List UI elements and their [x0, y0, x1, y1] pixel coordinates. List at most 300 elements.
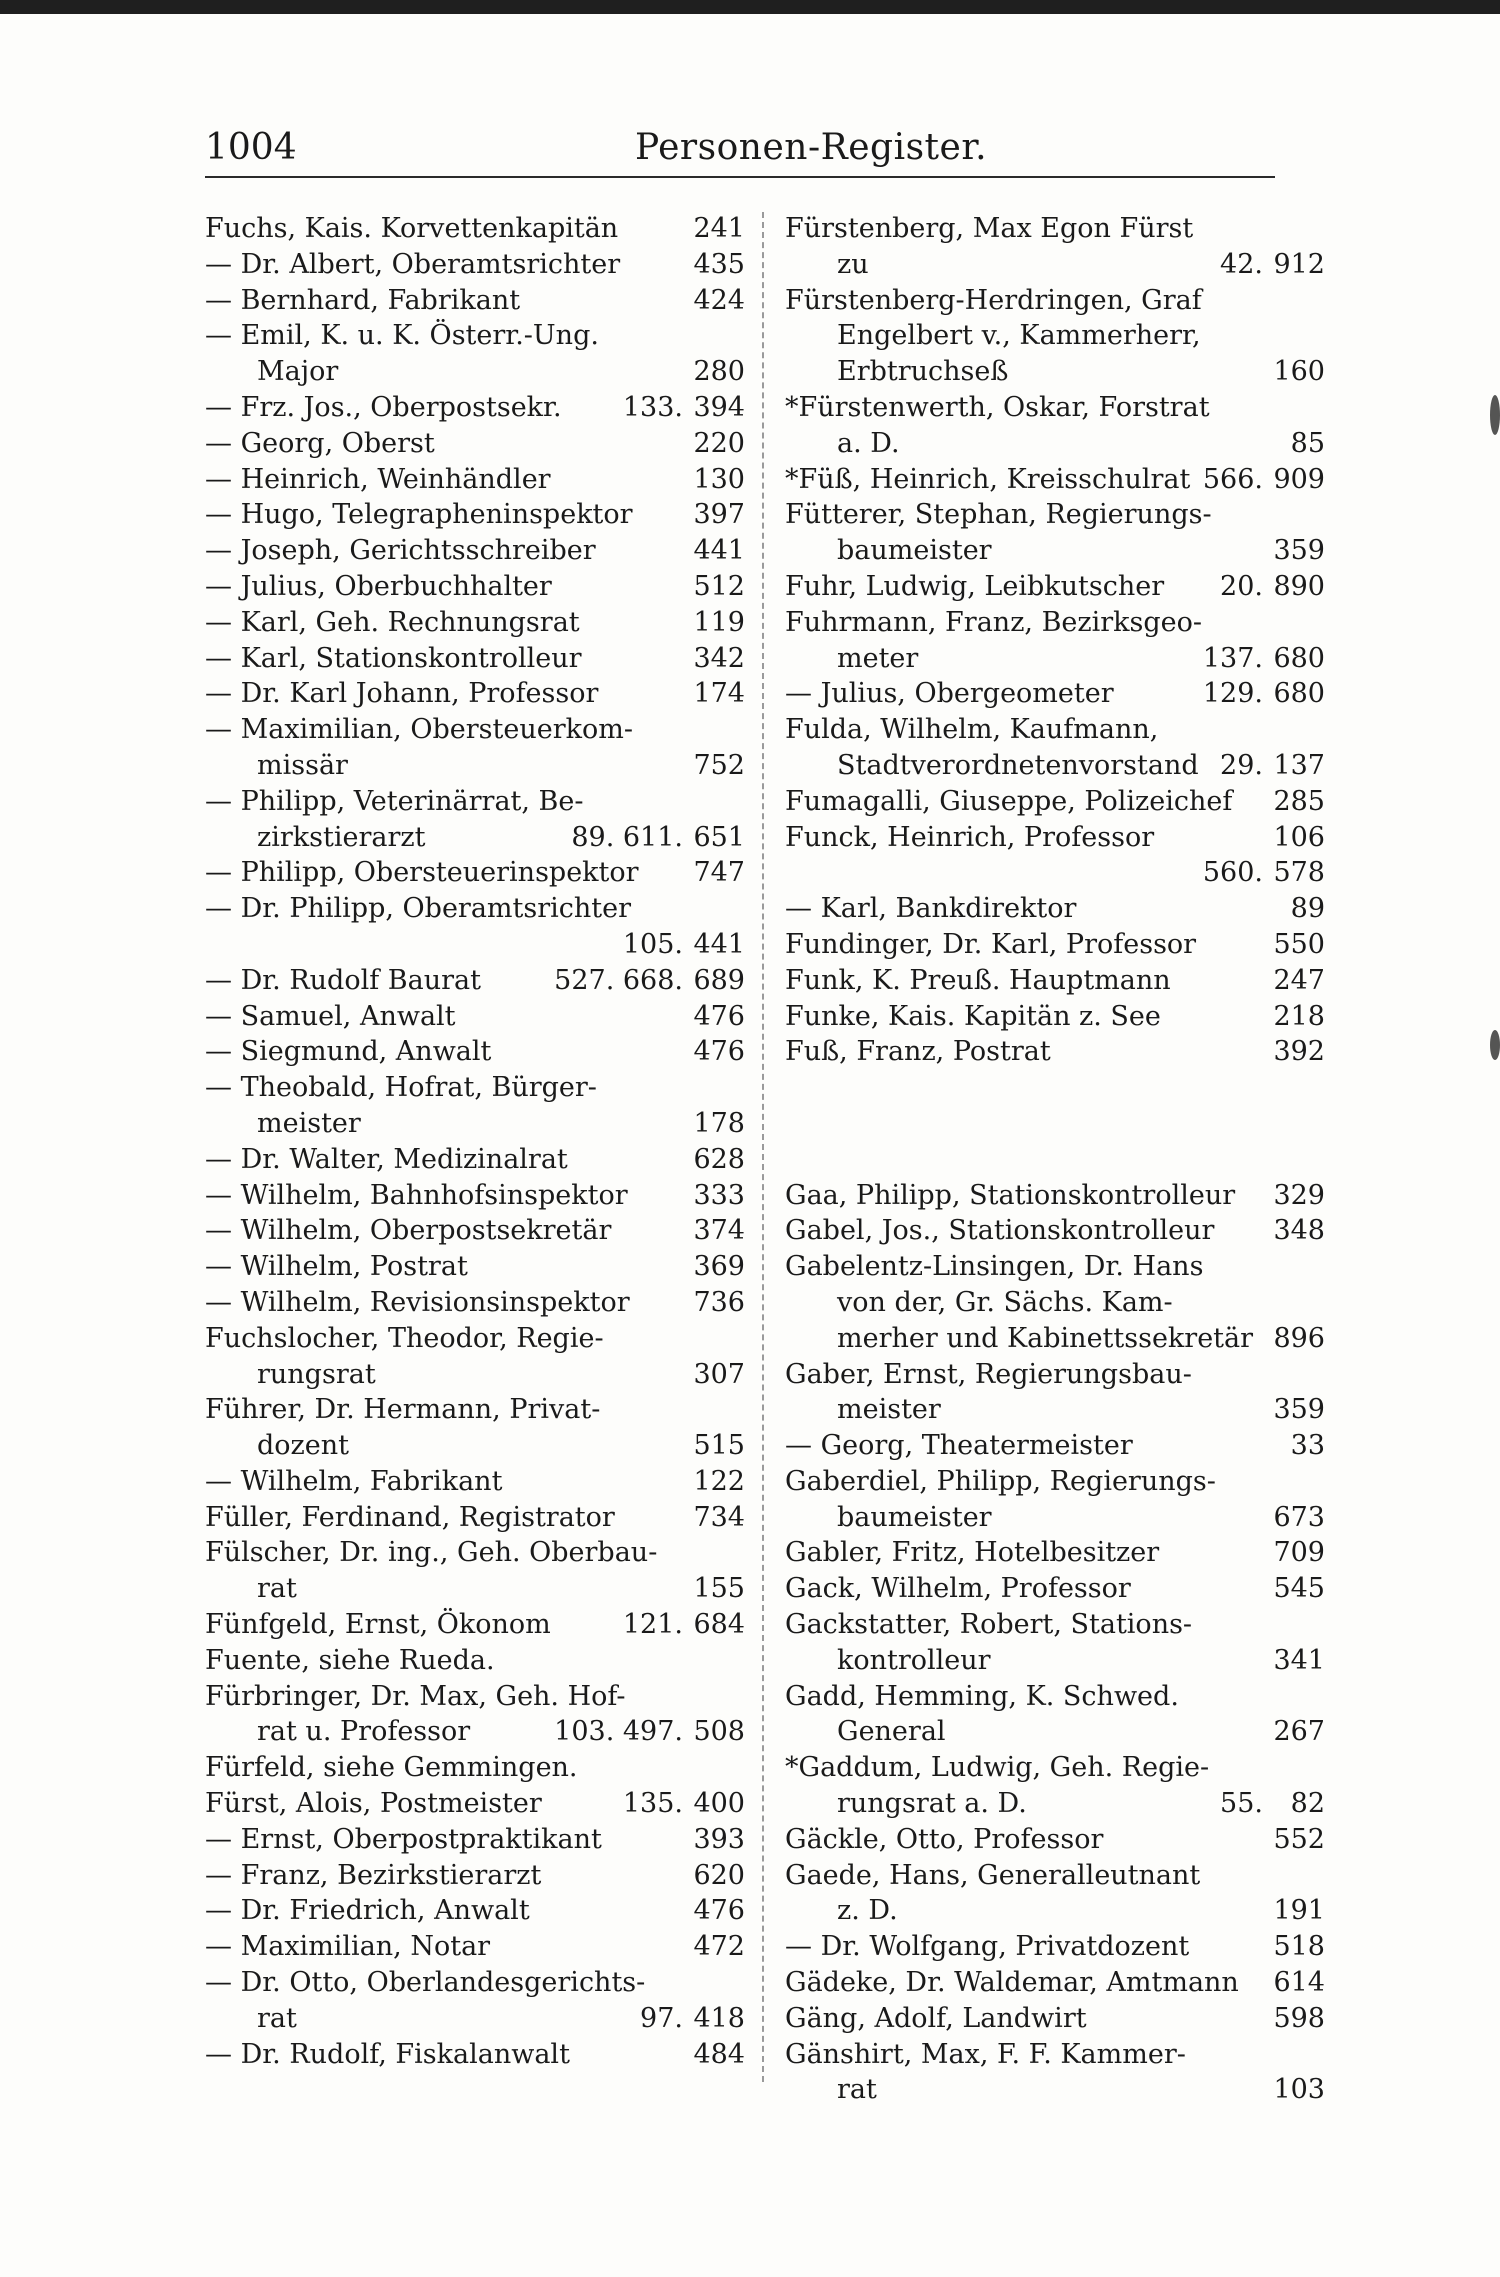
index-entry [785, 533, 1325, 569]
entry-name: — Bernhard, Fabrikant [205, 284, 521, 316]
entry-name: Gaberdiel, Philipp, Regierungs- [785, 1465, 1216, 1497]
entry-name: — Ernst, Oberpostpraktikant [205, 1823, 602, 1855]
entry-page-number: 418 [693, 2002, 745, 2034]
index-entry [205, 1392, 745, 1428]
entry-name: Fütterer, Stephan, Regierungs- [785, 499, 1212, 531]
index-entry [205, 1750, 745, 1786]
entry-refs: 97. [640, 2002, 683, 2034]
entry-text [785, 1750, 1263, 1786]
entry-name: Erbtruchseß [837, 356, 1009, 388]
index-entry [205, 283, 745, 319]
entry-text [785, 1464, 1263, 1500]
index-entry [205, 641, 745, 677]
entry-name: — Heinrich, Weinhändler [205, 463, 551, 495]
entry-text [205, 247, 683, 283]
entry-page-number: 476 [693, 1036, 745, 1068]
index-entry [785, 1786, 1325, 1822]
index-entry [785, 1070, 1325, 1106]
index-entry [205, 1679, 745, 1715]
entry-name: Engelbert v., Kammerherr, [837, 320, 1201, 352]
entry-text [205, 1392, 683, 1428]
entry-text [205, 605, 683, 641]
entry-text [785, 569, 1263, 605]
entry-name: Fuhr, Ludwig, Leibkutscher [785, 570, 1165, 602]
entry-refs: 527. 668. [554, 964, 683, 996]
entry-name: General [837, 1716, 946, 1748]
entry-text [205, 1786, 683, 1822]
index-entry [785, 1500, 1325, 1536]
entry-name: — Dr. Friedrich, Anwalt [205, 1895, 530, 1927]
entry-name: — Dr. Rudolf, Fiskalanwalt [205, 2038, 570, 2070]
entry-name: Gack, Wilhelm, Professor [785, 1573, 1131, 1605]
top-edge-shadow [0, 0, 1500, 14]
index-entry [785, 1750, 1325, 1786]
index-entry [205, 1786, 745, 1822]
index-entry [785, 1428, 1325, 1464]
entry-page-number: 620 [693, 1859, 745, 1891]
entry-page-number: 909 [1273, 463, 1325, 495]
entry-name: — Karl, Bankdirektor [785, 893, 1077, 925]
entry-page-number: 307 [693, 1358, 745, 1390]
entry-text [837, 641, 1263, 677]
entry-refs: 105. [622, 928, 683, 960]
entry-name: — Samuel, Anwalt [205, 1000, 456, 1032]
entry-name: Gäng, Adolf, Landwirt [785, 2002, 1087, 2034]
index-entry [785, 569, 1325, 605]
entry-name: — Karl, Stationskontrolleur [205, 642, 582, 674]
entry-name: — Dr. Karl Johann, Professor [205, 678, 599, 710]
entry-page-number: 280 [693, 356, 745, 388]
index-entry [785, 318, 1325, 354]
entry-page-number: 651 [693, 821, 745, 853]
index-entry [205, 1929, 745, 1965]
entry-text [205, 1178, 683, 1214]
index-entry [205, 1178, 745, 1214]
entry-refs: 89. 611. [571, 821, 683, 853]
index-entry [785, 1571, 1325, 1607]
entry-name: Führer, Dr. Hermann, Privat- [205, 1394, 601, 1426]
entry-page-number: 424 [693, 284, 745, 316]
entry-name: — Joseph, Gerichtsschreiber [205, 535, 596, 567]
entry-page-number: 628 [693, 1143, 745, 1175]
entry-page-number: 752 [693, 749, 745, 781]
entry-name: *Gaddum, Ludwig, Geh. Regie- [785, 1752, 1210, 1784]
index-entry [785, 1392, 1325, 1428]
entry-text [785, 999, 1263, 1035]
entry-page-number: 333 [693, 1179, 745, 1211]
entry-text [257, 1357, 683, 1393]
entry-name: — Frz. Jos., Oberpostsekr. [205, 391, 562, 423]
entry-name: — Dr. Otto, Oberlandesgerichts- [205, 1967, 646, 1999]
index-entry [785, 1858, 1325, 1894]
entry-text [257, 354, 683, 390]
index-entry [205, 1106, 745, 1142]
index-entry [205, 533, 745, 569]
entry-text [205, 283, 683, 319]
entry-name: Fuß, Franz, Postrat [785, 1036, 1051, 1068]
entry-name: meter [837, 642, 919, 674]
index-entry [205, 1321, 745, 1357]
index-entry [785, 605, 1325, 641]
entry-page-number: 890 [1273, 570, 1325, 602]
entry-text [205, 1679, 683, 1715]
entry-name: Gaa, Philipp, Stationskontrolleur [785, 1179, 1236, 1211]
entry-name: Funke, Kais. Kapitän z. See [785, 1000, 1161, 1032]
index-entry [785, 1643, 1325, 1679]
entry-name: baumeister [837, 1501, 992, 1533]
entry-text [257, 748, 683, 784]
entry-text [205, 318, 683, 354]
entry-page-number: 342 [693, 642, 745, 674]
entry-page-number: 680 [1273, 678, 1325, 710]
index-entry [205, 1428, 745, 1464]
entry-page-number: 82 [1290, 1788, 1325, 1820]
entry-text [785, 283, 1263, 319]
index-entry [785, 1607, 1325, 1643]
entry-text [257, 1714, 683, 1750]
entry-name: Fünfgeld, Ernst, Ökonom [205, 1609, 551, 1641]
entry-text [205, 1321, 683, 1357]
index-entry [205, 1571, 745, 1607]
index-entry [205, 1965, 745, 2001]
entry-page-number: 178 [693, 1107, 745, 1139]
entry-name: Funck, Heinrich, Professor [785, 821, 1155, 853]
index-entry [785, 927, 1325, 963]
entry-text [785, 1034, 1263, 1070]
entry-name: — Dr. Walter, Medizinalrat [205, 1143, 568, 1175]
entry-name: — Philipp, Obersteuerinspektor [205, 857, 639, 889]
entry-page-number: 359 [1273, 1394, 1325, 1426]
entry-name: — Maximilian, Notar [205, 1931, 491, 1963]
entry-refs: 137. [1202, 642, 1263, 674]
entry-text [785, 1535, 1263, 1571]
entry-page-number: 598 [1273, 2002, 1325, 2034]
entry-refs: 129. [1202, 678, 1263, 710]
entry-refs: 29. [1220, 749, 1263, 781]
entry-text [205, 1893, 683, 1929]
entry-text [837, 1714, 1263, 1750]
entry-name: *Füß, Heinrich, Kreisschulrat [785, 463, 1191, 495]
index-entry [205, 784, 745, 820]
entry-page-number: 374 [693, 1215, 745, 1247]
entry-page-number: 106 [1273, 821, 1325, 853]
entry-name: — Julius, Obergeometer [785, 678, 1114, 710]
index-entry [205, 211, 745, 247]
entry-page-number: 912 [1273, 248, 1325, 280]
entry-page-number: 329 [1273, 1179, 1325, 1211]
entry-page-number: 130 [693, 463, 745, 495]
entry-text [785, 2001, 1263, 2037]
index-entry [785, 891, 1325, 927]
entry-text [785, 1929, 1263, 1965]
entry-page-number: 393 [693, 1823, 745, 1855]
entry-name: Gaede, Hans, Generalleutnant [785, 1859, 1201, 1891]
entry-name: — Wilhelm, Oberpostsekretär [205, 1215, 612, 1247]
entry-text [205, 426, 683, 462]
entry-text [837, 318, 1263, 354]
entry-page-number: 122 [693, 1465, 745, 1497]
entry-name: dozent [257, 1430, 349, 1462]
index-entry [205, 1034, 745, 1070]
entry-name: Gaber, Ernst, Regierungsbau- [785, 1358, 1192, 1390]
entry-page-number: 747 [693, 857, 745, 889]
entry-text [205, 1285, 683, 1321]
entry-refs: 560. [1202, 857, 1263, 889]
entry-text [837, 1392, 1263, 1428]
entry-text [837, 1321, 1263, 1357]
index-entry [205, 748, 745, 784]
index-entry [205, 1213, 745, 1249]
right-column [785, 211, 1325, 2108]
entry-text [785, 963, 1263, 999]
entry-name: kontrolleur [837, 1644, 991, 1676]
entry-text [837, 2072, 1263, 2108]
entry-text [837, 533, 1263, 569]
page-number: 1004 [205, 127, 297, 168]
index-entry [785, 2072, 1325, 2108]
index-entry [785, 1106, 1325, 1142]
index-entry [785, 1321, 1325, 1357]
entry-page-number: 689 [693, 964, 745, 996]
entry-page-number: 400 [693, 1788, 745, 1820]
entry-text [785, 1679, 1263, 1715]
entry-text [257, 1106, 683, 1142]
entry-page-number: 435 [693, 248, 745, 280]
entry-page-number: 512 [693, 570, 745, 602]
index-entry [785, 462, 1325, 498]
index-entry [205, 1070, 745, 1106]
index-entry [205, 247, 745, 283]
entry-text [257, 1428, 683, 1464]
index-entry [205, 1714, 745, 1750]
entry-name: Fuente, siehe Rueda. [205, 1644, 495, 1676]
entry-name: Gädeke, Dr. Waldemar, Amtmann [785, 1967, 1239, 1999]
index-entry [785, 1679, 1325, 1715]
entry-page-number: 137 [1273, 749, 1325, 781]
entry-text [837, 354, 1263, 390]
index-entry [785, 1249, 1325, 1285]
entry-page-number: 476 [693, 1000, 745, 1032]
entry-text [205, 1929, 683, 1965]
entry-text [205, 1500, 683, 1536]
entry-text [205, 999, 683, 1035]
entry-text [785, 784, 1263, 820]
entry-page-number: 397 [693, 499, 745, 531]
entry-text [785, 390, 1263, 426]
index-entry [205, 354, 745, 390]
entry-name: — Wilhelm, Postrat [205, 1251, 468, 1283]
entry-text [785, 1178, 1263, 1214]
entry-page-number: 348 [1273, 1215, 1325, 1247]
entry-text [785, 497, 1263, 533]
entry-name: Gäckle, Otto, Professor [785, 1823, 1104, 1855]
entry-name: — Georg, Theatermeister [785, 1430, 1133, 1462]
entry-page-number: 155 [693, 1573, 745, 1605]
index-entry [205, 1607, 745, 1643]
entry-text [205, 1070, 683, 1106]
entry-text [205, 891, 683, 927]
entry-text [785, 1858, 1263, 1894]
index-entry [205, 569, 745, 605]
entry-text [205, 641, 683, 677]
index-entry [785, 1357, 1325, 1393]
entry-name: merher und Kabinettssekretär [837, 1322, 1254, 1354]
index-entry [785, 1929, 1325, 1965]
index-entry [205, 1142, 745, 1178]
entry-text [785, 820, 1263, 856]
entry-text [785, 1249, 1263, 1285]
entry-name: rungsrat [257, 1358, 376, 1390]
entry-text [205, 1750, 683, 1786]
entry-text [837, 748, 1263, 784]
index-entry [205, 1464, 745, 1500]
entry-name: — Franz, Bezirkstierarzt [205, 1859, 542, 1891]
entry-text [205, 211, 683, 247]
header-rule [205, 176, 1275, 178]
entry-text [785, 1357, 1263, 1393]
entry-text [785, 1607, 1263, 1643]
entry-text [205, 569, 683, 605]
entry-text [205, 1535, 683, 1571]
entry-text [785, 927, 1263, 963]
entry-name: Fürst, Alois, Postmeister [205, 1788, 542, 1820]
index-entry [205, 390, 745, 426]
entry-text [205, 1464, 683, 1500]
entry-text [205, 462, 683, 498]
entry-page-number: 484 [693, 2038, 745, 2070]
entry-refs: 42. [1220, 248, 1263, 280]
entry-refs: 133. [622, 391, 683, 423]
entry-page-number: 550 [1273, 928, 1325, 960]
entry-page-number: 392 [1273, 1036, 1325, 1068]
entry-text [205, 1034, 683, 1070]
index-entry [785, 1822, 1325, 1858]
index-entry [205, 1357, 745, 1393]
entry-name: — Dr. Rudolf Baurat [205, 964, 481, 996]
index-entry [785, 1965, 1325, 2001]
index-entry [785, 1285, 1325, 1321]
entry-name: Fürfeld, siehe Gemmingen. [205, 1752, 578, 1784]
index-entry [785, 820, 1325, 856]
entry-text [205, 533, 683, 569]
index-entry [205, 2001, 745, 2037]
index-entry [205, 855, 745, 891]
entry-text [785, 1571, 1263, 1607]
entry-text [837, 1500, 1263, 1536]
margin-mark [1490, 1030, 1500, 1060]
entry-name: — Dr. Philipp, Oberamtsrichter [205, 893, 632, 925]
entry-page-number: 476 [693, 1895, 745, 1927]
entry-name: Fürbringer, Dr. Max, Geh. Hof- [205, 1680, 626, 1712]
entry-name: Fuchs, Kais. Korvettenkapitän [205, 213, 619, 244]
entry-page-number: 341 [1273, 1644, 1325, 1676]
entry-text [257, 1571, 683, 1607]
entry-page-number: 33 [1290, 1430, 1325, 1462]
entry-name: zu [837, 248, 869, 280]
entry-text [785, 1965, 1263, 2001]
entry-page-number: 359 [1273, 535, 1325, 567]
entry-page-number: 552 [1273, 1823, 1325, 1855]
entry-page-number: 896 [1273, 1322, 1325, 1354]
entry-name: rat [837, 2074, 877, 2106]
index-entry [205, 891, 745, 927]
entry-page-number: 369 [693, 1251, 745, 1283]
index-entry [785, 1178, 1325, 1214]
entry-name: — Wilhelm, Fabrikant [205, 1465, 503, 1497]
entry-text [837, 1285, 1263, 1321]
index-entry [785, 390, 1325, 426]
index-entry [785, 1714, 1325, 1750]
index-entry [205, 1893, 745, 1929]
entry-text [205, 676, 683, 712]
entry-refs: 55. [1220, 1788, 1263, 1820]
entry-text [205, 2037, 683, 2073]
entry-name: Gabelentz-Linsingen, Dr. Hans [785, 1251, 1204, 1283]
entry-refs: 20. [1220, 570, 1263, 602]
index-entry [205, 1822, 745, 1858]
index-entry [785, 748, 1325, 784]
entry-name: rat [257, 2002, 297, 2034]
entry-name: — Siegmund, Anwalt [205, 1036, 492, 1068]
entry-page-number: 267 [1273, 1716, 1325, 1748]
entry-text [785, 1213, 1263, 1249]
entry-page-number: 680 [1273, 642, 1325, 674]
entry-text [205, 1643, 683, 1679]
entry-refs: 121. [622, 1609, 683, 1641]
index-entry [205, 2037, 745, 2073]
index-entry [785, 999, 1325, 1035]
entry-page-number: 441 [693, 928, 745, 960]
entry-name: z. D. [837, 1895, 898, 1927]
entry-name: — Wilhelm, Revisionsinspektor [205, 1286, 630, 1318]
entry-text [785, 676, 1263, 712]
entry-name: rungsrat a. D. [837, 1788, 1027, 1820]
index-entry [785, 1535, 1325, 1571]
entry-name: Gadd, Hemming, K. Schwed. [785, 1680, 1179, 1712]
entry-name: Stadtverordnetenvorstand [837, 749, 1199, 781]
entry-page-number: 218 [1273, 1000, 1325, 1032]
entry-name: von der, Gr. Sächs. Kam- [837, 1286, 1173, 1318]
entry-text [205, 390, 683, 426]
entry-page-number: 119 [693, 606, 745, 638]
entry-name: meister [837, 1394, 941, 1426]
index-entry [205, 1535, 745, 1571]
index-entry [785, 283, 1325, 319]
entry-name: — Dr. Albert, Oberamtsrichter [205, 248, 621, 280]
entry-name: — Hugo, Telegrapheninspektor [205, 499, 633, 531]
index-entry [785, 641, 1325, 677]
entry-page-number: 160 [1273, 356, 1325, 388]
index-entry [785, 1893, 1325, 1929]
entry-page-number: 174 [693, 678, 745, 710]
index-entry [205, 1643, 745, 1679]
entry-name: — Georg, Oberst [205, 427, 435, 459]
index-entry [785, 963, 1325, 999]
entry-name: Füller, Ferdinand, Registrator [205, 1501, 615, 1533]
entry-name: Fülscher, Dr. ing., Geh. Oberbau- [205, 1537, 658, 1569]
index-entry [205, 820, 745, 856]
index-entry [785, 1034, 1325, 1070]
index-entry [785, 354, 1325, 390]
entry-name: — Philipp, Veterinärrat, Be- [205, 785, 584, 817]
index-entry [205, 1858, 745, 1894]
index-entry [205, 497, 745, 533]
entry-page-number: 709 [1273, 1537, 1325, 1569]
index-entry [785, 2001, 1325, 2037]
entry-text [257, 2001, 683, 2037]
entry-name: meister [257, 1107, 361, 1139]
entry-text [205, 1858, 683, 1894]
